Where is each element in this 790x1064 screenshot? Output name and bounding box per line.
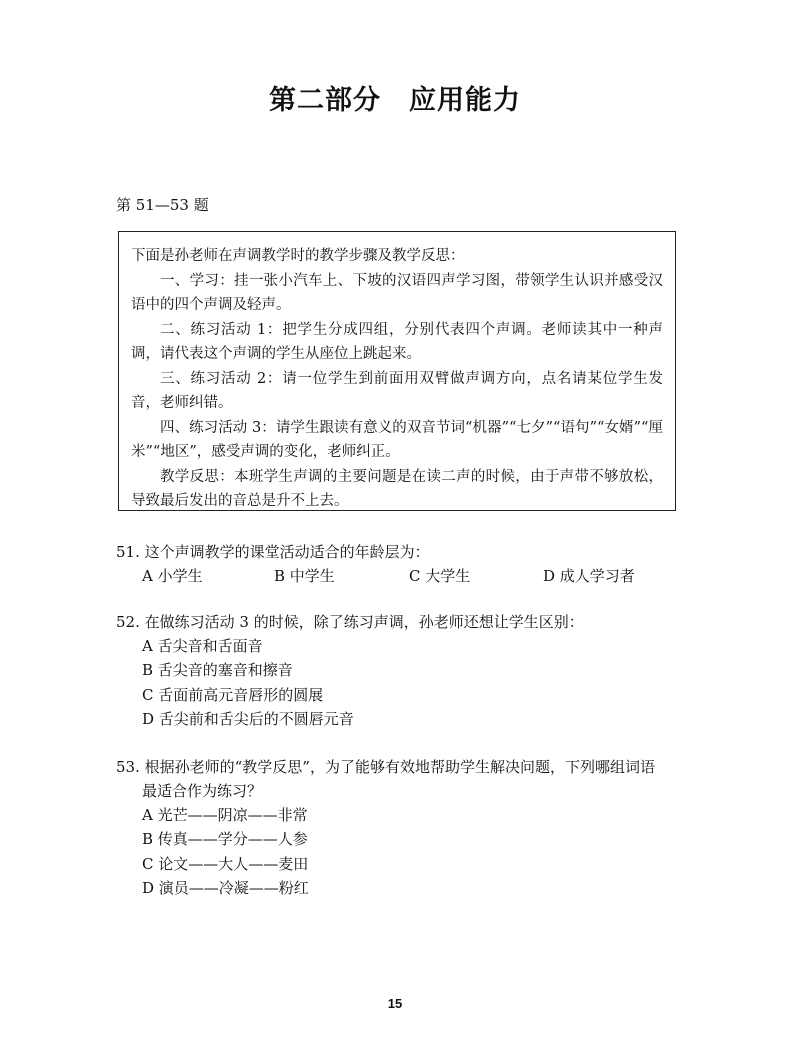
- passage-step-2: 二、练习活动 1：把学生分成四组，分别代表四个声调。老师读其中一种声调，请代表这个声调的学生从座位上跳起来。: [131, 321, 663, 362]
- page-number: 15: [387, 996, 403, 1011]
- option-d: D 舌尖前和舌尖后的不圆唇元音: [142, 709, 354, 728]
- question-stem: 52. 在做练习活动 3 的时候，除了练习声调，孙老师还想让学生区别：: [116, 613, 584, 631]
- options-row: [116, 564, 696, 588]
- option-c: C 论文——大人——麦田: [142, 854, 309, 873]
- part-title-name: 应用能力: [409, 85, 521, 116]
- passage-step-1: 一、学习：挂一张小汽车上、下坡的汉语四声学习图，带领学生认识并感受汉语中的四个声调及轻声。: [131, 272, 663, 313]
- passage-reflection: 教学反思：本班学生声调的主要问题是在读二声的时候，由于声带不够放松，导致最后发出的音总是升不上去。: [131, 468, 663, 509]
- option-d: D 成人学习者: [543, 567, 635, 585]
- passage-box: [118, 231, 676, 511]
- option-a: A 舌尖音和舌面音: [142, 637, 263, 655]
- option-a: A 光芒——阴凉——非常: [142, 806, 308, 824]
- option-a: A 小学生: [142, 567, 203, 585]
- question-stem-line-1: 53. 根据孙老师的“教学反思”，为了能够有效地帮助学生解决问题，下列哪组词语: [116, 758, 655, 776]
- question-stem-line-2: 最适合作为练习？: [142, 782, 263, 800]
- passage-step-3: 三、练习活动 2：请一位学生到前面用双臂做声调方向，点名请某位学生发音，老师纠错。: [131, 370, 663, 411]
- passage-step-4: 四、练习活动 3：请学生跟读有意义的双音节词“机器”“七夕”“语句”“女婿”“厘米”“地区”，感受声调的变化，老师纠正。: [131, 419, 663, 460]
- options-list: [116, 634, 696, 731]
- option-c: C 大学生: [409, 567, 471, 585]
- option-c: C 舌面前高元音唇形的圆展: [142, 685, 324, 704]
- option-d: D 演员——冷凝——粉红: [142, 878, 309, 897]
- question-51: [116, 540, 696, 588]
- question-stem: 51. 这个声调教学的课堂活动适合的年龄层为：: [116, 543, 430, 561]
- option-b: B 舌尖音的塞音和擦音: [142, 661, 293, 680]
- option-b: B 传真——学分——人参: [142, 830, 308, 849]
- question-52: [116, 610, 696, 731]
- part-title: [0, 78, 790, 117]
- section-label: 第 51—53 题: [116, 196, 209, 214]
- passage-intro: 下面是孙老师在声调教学时的教学步骤及教学反思：: [131, 248, 465, 264]
- options-list: [116, 803, 696, 900]
- part-title-number: 第二部分: [269, 85, 381, 116]
- option-b: B 中学生: [274, 567, 335, 585]
- question-53: [116, 755, 696, 900]
